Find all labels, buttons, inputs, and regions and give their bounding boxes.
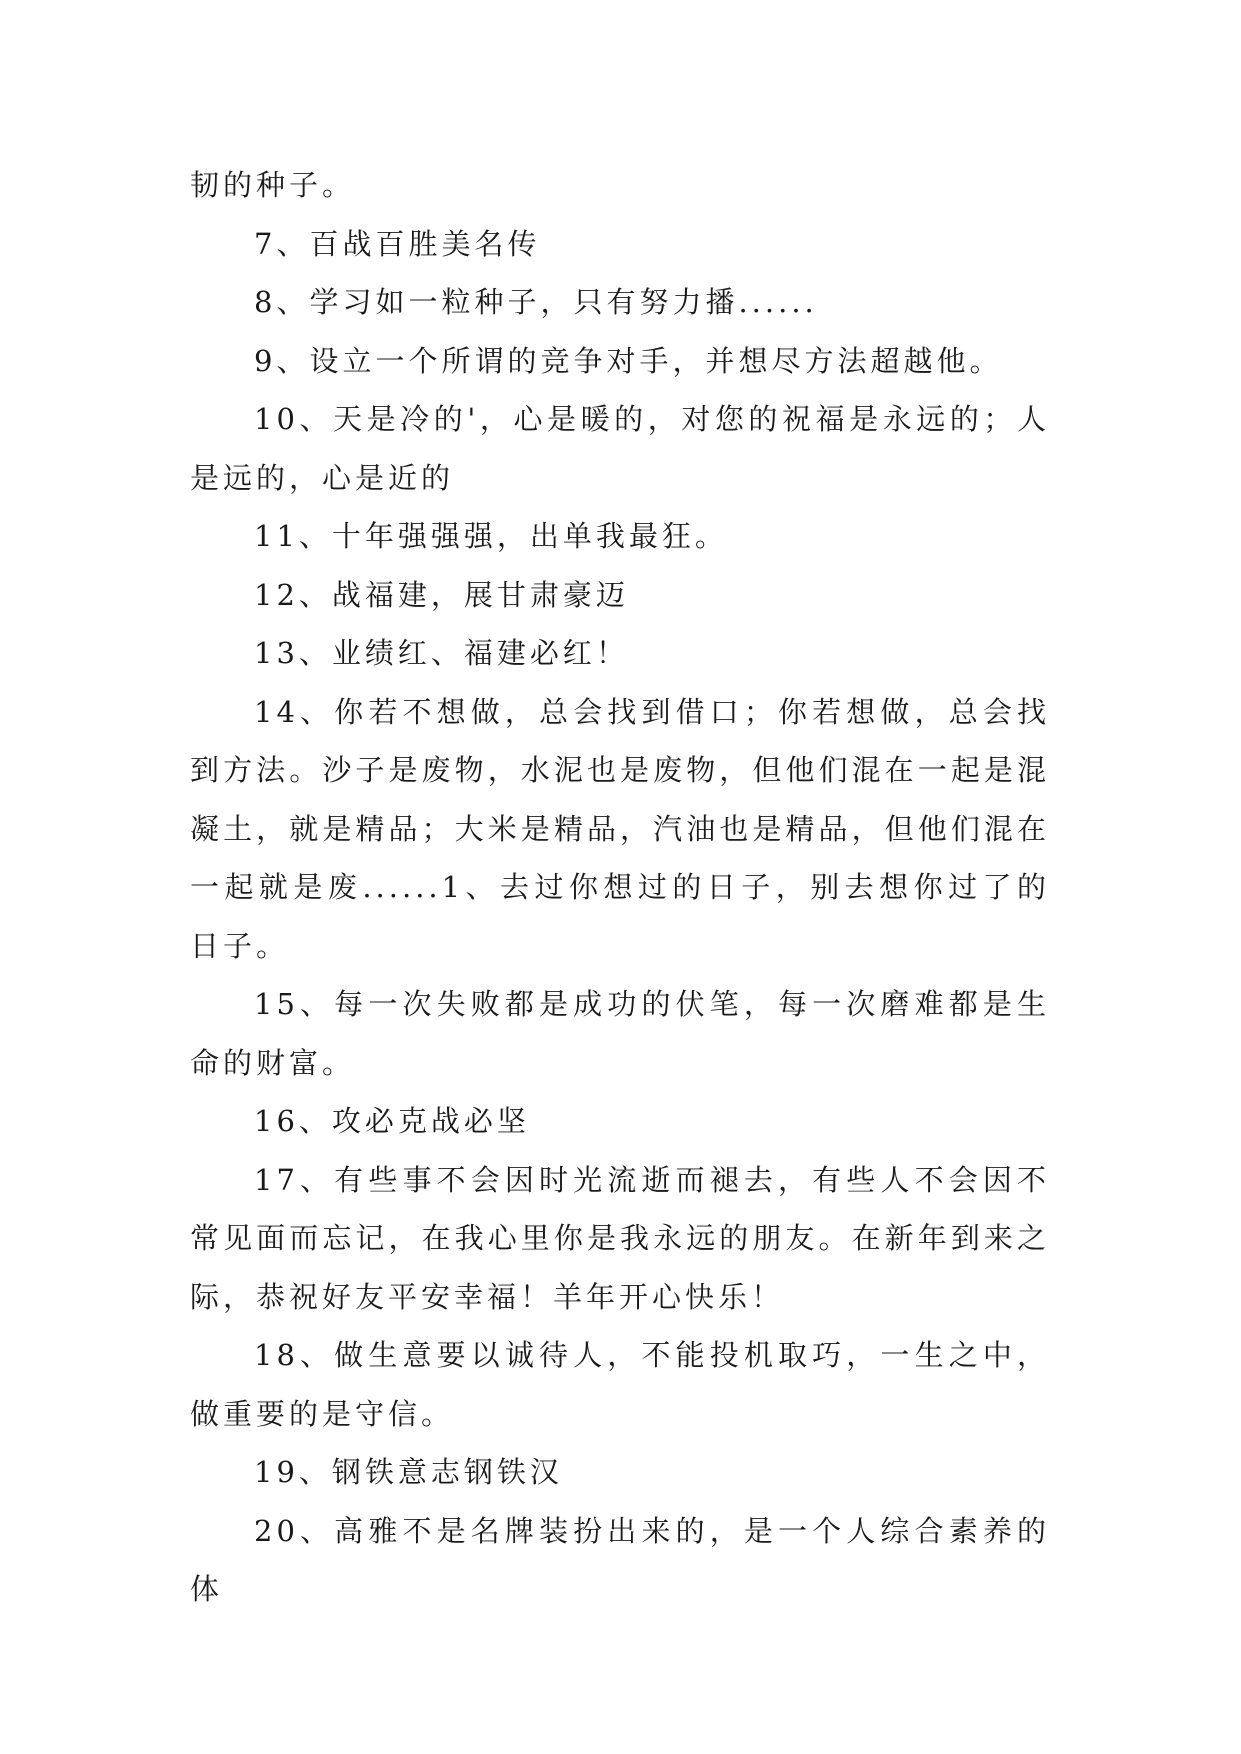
list-item-14: 14、你若不想做，总会找到借口；你若想做，总会找到方法。沙子是废物，水泥也是废物，但他们混在一起是混凝土，就是精品；大米是精品，汽油也是精品，但他们混在一起就是废......1、去过你想过的日子，别去想你过了的日子。 [190, 694, 1050, 963]
list-item-12: 12、战福建，展甘肃豪迈 [254, 577, 629, 612]
list-item-20: 20、高雅不是名牌装扮出来的，是一个人综合素养的体 [190, 1513, 1050, 1606]
list-item-9: 9、设立一个所谓的竞争对手，并想尽方法超越他。 [254, 343, 1003, 378]
list-item-16: 16、攻必克战必坚 [254, 1104, 530, 1138]
list-item-11: 11、十年强强强，出单我最狂。 [254, 519, 728, 553]
paragraph-continuation: 韧的种子。 [190, 168, 356, 202]
list-item-15: 15、每一次失败都是成功的伏笔，每一次磨难都是生命的财富。 [190, 987, 1050, 1080]
list-item-10: 10、天是冷的'，心是暖的，对您的祝福是永远的；人是远的，心是近的 [190, 402, 1050, 495]
list-item-19: 19、钢铁意志钢铁汉 [254, 1455, 563, 1489]
document-body [190, 156, 1050, 1619]
list-item-7: 7、百战百胜美名传 [254, 226, 541, 261]
list-item-18: 18、做生意要以诚待人，不能投机取巧，一生之中，做重要的是守信。 [190, 1338, 1050, 1431]
list-item-13: 13、业绩红、福建必红！ [254, 636, 629, 670]
list-item-8: 8、学习如一粒种子，只有努力播...... [254, 285, 818, 319]
list-item-17: 17、有些事不会因时光流逝而褪去，有些人不会因不常见面而忘记，在我心里你是我永远的朋友。在新年到来之际，恭祝好友平安幸福！羊年开心快乐！ [190, 1162, 1050, 1314]
